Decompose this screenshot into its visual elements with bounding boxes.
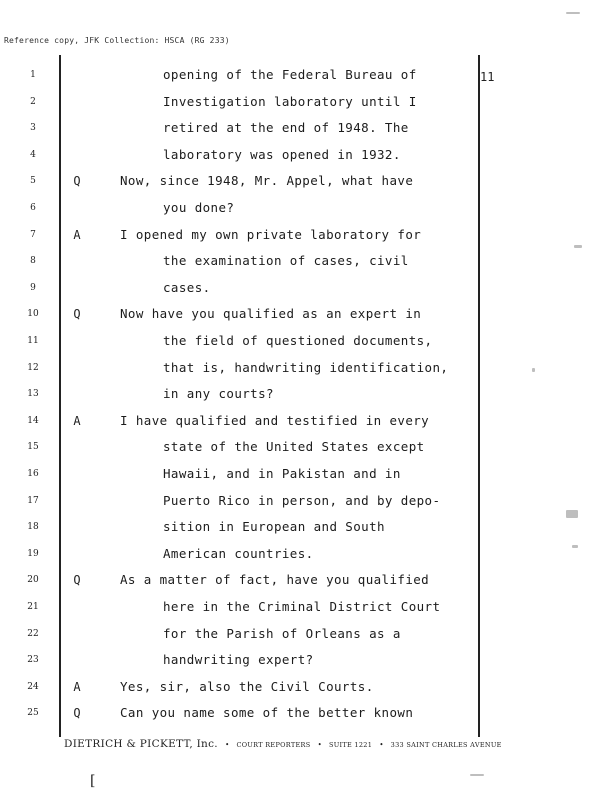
- line-number: 24: [27, 681, 39, 692]
- line-number: 5: [30, 176, 36, 187]
- scan-speck: [566, 12, 580, 14]
- line-text: laboratory was opened in 1932.: [163, 146, 401, 162]
- line-number: 19: [27, 548, 39, 559]
- line-text: for the Parish of Orleans as a: [163, 625, 401, 641]
- transcript-line: [0, 301, 612, 327]
- line-number: 15: [27, 442, 39, 453]
- transcript-line: [0, 594, 612, 620]
- transcript-line: [0, 461, 612, 487]
- scan-speck: [566, 510, 578, 518]
- line-text: Hawaii, and in Pakistan and in: [163, 466, 401, 481]
- line-text: I opened my own private laboratory for: [120, 226, 422, 242]
- line-text: you done?: [163, 200, 235, 215]
- line-text: Can you name some of the better known: [120, 705, 414, 721]
- line-text: sition in European and South: [163, 519, 385, 535]
- scan-speck: [574, 245, 582, 248]
- court-reporter-footer: DIETRICH & PICKETT, Inc. • COURT REPORTERS • SUITE 1221 • 333 SAINT CHARLES AVENUE: [64, 738, 502, 750]
- transcript-line: [0, 142, 612, 168]
- line-number: 17: [27, 495, 39, 506]
- transcript-line: [0, 408, 612, 434]
- transcript-line: [0, 621, 612, 647]
- transcript-line: [0, 328, 612, 354]
- transcript-line: [0, 541, 612, 567]
- speaker-marker: Q: [73, 174, 81, 189]
- bracket-mark: [: [90, 773, 96, 789]
- line-number: 9: [30, 282, 36, 293]
- line-text: in any courts?: [163, 386, 274, 402]
- line-number: 7: [30, 229, 36, 240]
- speaker-marker: Q: [73, 706, 81, 721]
- line-number: 20: [27, 575, 39, 586]
- line-text: opening of the Federal Bureau of: [163, 67, 417, 82]
- line-number: 22: [27, 628, 39, 639]
- footer-firm: DIETRICH & PICKETT, Inc.: [64, 738, 218, 750]
- transcript-line: [0, 168, 612, 194]
- transcript-line: [0, 488, 612, 514]
- line-number: 11: [27, 336, 39, 346]
- transcript-line: [0, 248, 612, 274]
- transcript-line: [0, 567, 612, 593]
- line-number: 13: [27, 389, 39, 400]
- line-number: 2: [30, 96, 36, 107]
- line-text: Yes, sir, also the Civil Courts.: [120, 678, 374, 694]
- footer-suite: SUITE 1221: [328, 741, 373, 749]
- transcript-line: [0, 514, 612, 540]
- transcript-line: [0, 674, 612, 700]
- line-text: state of the United States except: [163, 439, 425, 455]
- speaker-marker: Q: [73, 307, 81, 322]
- line-number: 6: [30, 203, 36, 213]
- line-number: 14: [27, 415, 39, 426]
- line-number: 23: [27, 655, 39, 666]
- line-number: 1: [30, 70, 36, 80]
- line-text: the examination of cases, civil: [163, 253, 409, 269]
- line-number: 16: [27, 469, 39, 479]
- scan-speck: [470, 774, 484, 776]
- line-number: 8: [30, 256, 36, 267]
- transcript-line: [0, 195, 612, 221]
- speaker-marker: A: [73, 227, 81, 242]
- transcript-line: [0, 434, 612, 460]
- line-text: that is, handwriting identification,: [163, 359, 449, 375]
- line-text: As a matter of fact, have you qualified: [120, 572, 430, 588]
- transcript-line: [0, 222, 612, 248]
- line-text: retired at the end of 1948. The: [163, 120, 409, 136]
- line-text: here in the Criminal District Court: [163, 599, 441, 614]
- line-text: handwriting expert?: [163, 652, 314, 668]
- footer-address: 333 SAINT CHARLES AVENUE: [390, 741, 502, 749]
- line-text: Now, since 1948, Mr. Appel, what have: [120, 173, 414, 189]
- scan-speck: [572, 545, 578, 548]
- line-text: the field of questioned documents,: [163, 333, 433, 348]
- transcript-line: [0, 700, 612, 726]
- line-number: 21: [27, 602, 39, 612]
- line-text: Puerto Rico in person, and by depo-: [163, 492, 441, 508]
- speaker-marker: A: [73, 679, 81, 694]
- speaker-marker: A: [73, 413, 81, 428]
- transcript-line: [0, 381, 612, 407]
- line-text: cases.: [163, 279, 211, 295]
- page-number: 11: [480, 70, 495, 84]
- archive-reference-note: Reference copy, JFK Collection: HSCA (RG 233): [4, 36, 230, 45]
- line-number: 18: [27, 522, 39, 533]
- transcript-line: [0, 115, 612, 141]
- line-text: I have qualified and testified in every: [120, 412, 430, 428]
- line-text: Now have you qualified as an expert in: [120, 306, 422, 322]
- transcript-line: [0, 89, 612, 115]
- transcript-line: [0, 647, 612, 673]
- transcript-line: [0, 275, 612, 301]
- speaker-marker: Q: [73, 573, 81, 588]
- footer-reporters: COURT REPORTERS: [236, 741, 311, 749]
- line-number: 4: [30, 149, 36, 160]
- line-number: 25: [27, 708, 39, 719]
- scan-speck: [532, 368, 535, 372]
- line-text: Investigation laboratory until I: [163, 93, 417, 109]
- line-number: 3: [30, 123, 36, 134]
- line-text: American countries.: [163, 545, 314, 561]
- line-number: 10: [27, 309, 39, 320]
- transcript-line: [0, 62, 612, 88]
- line-number: 12: [27, 362, 39, 373]
- transcript-line: [0, 355, 612, 381]
